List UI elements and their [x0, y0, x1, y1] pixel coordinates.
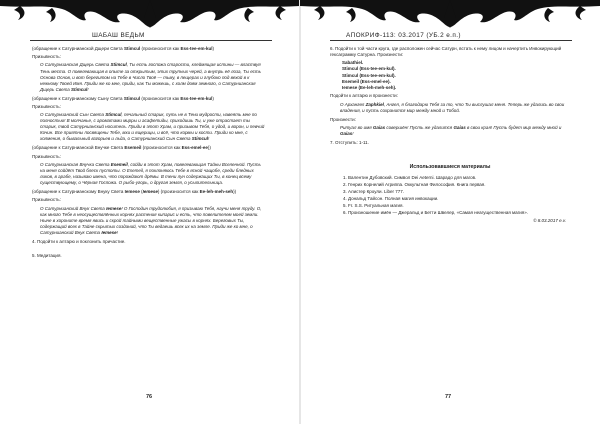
page-number: 77 — [445, 394, 452, 400]
name-line: Stimcul (Ess-tee-em-kul). — [342, 72, 396, 78]
invocation-heading: (обращение к Сатурнианскому Внуку Света Iemese (Iemese) (произносится как Ee-leh-meh-seh)) — [32, 189, 237, 195]
invocation-text: О Сатурнианский Внук Света Iemese! О Господин трудолюбия, я призываю Тебя, научи меня труду. О, как много Тебе в неосуществлённых корнях растения кипарис и есть, что повелителем моей земли. Ныне в хороните время явись и скрой тайными вещественные ужасы в корнях. Береговых Ты, содержащий всех в Тайне скрытых созданий, что Ты ведаешь всех их на земле. Приди же ко мне, о Сатурнианский Внук Света Iemese! — [40, 205, 262, 235]
ritual-step: 5. Медитация. — [32, 253, 62, 258]
signature: © 8.03.2017 е.v. — [533, 218, 566, 224]
source-item: 6. Произношение имён — Джеральд и Бетти Швелер, «Самая неагущественная магия». — [348, 210, 570, 216]
running-head: АПОКРИФ-113: 03.2017 (УБ.2 е.п.) — [346, 32, 461, 39]
source-item: 4. Дональд Тайсон. Полная магия инвокации. — [348, 196, 570, 202]
invocation-text: О Сатурнианский Сын Света Stimcul, печальный старик, путь не в Тени мудрости, навеять мне по полностью! В молчанье, с ароматами мирры и асафетиды, приходишь Ты, и уже отрастает ты старик, твой Сатурнианский носитель. Приди в этот Храм, и призывом Тебя, о удод, и ворон, и певчий Кочин. Все приятны посвящены Тебе, мхи и ящерицы, и всё, что кормы и кости. Приди ко мне, с холмения, о бывальный взгорьев и льда, о Сатурнианский Сын Света Stimcul! — [40, 112, 265, 142]
header-rule — [330, 40, 572, 41]
closing-text: Ритуал во имя Gaias совершён! Пусть же удалится Gaias в свои края! Пусть будет мир между мной и Gaias! — [340, 124, 562, 136]
invocation-heading: (обращение к Сатурнианской Внучке Света Esemeil (произносится как Ess-emel-ee)) — [32, 145, 211, 151]
ritual-step: 6. Подойти к той части круга, где расположен сейчас Сатурн, встать к нему лицом и начертить Инвокирующий гексаграмму Сатурна. Произнести: — [330, 46, 562, 58]
invocation-text: О Сатурнианская Внучка Света Esemeil, сойди в этот Храм, повелевающая Тайны Вселенной. Пусть на меня сойдёт Твой блеск пустоты. О Esemeil, я поклоняюсь Тебе в ясной чащобе, среди бледных ликов, в арабе, называю имена, что порождают дрёмы. В тени лун содержащих Ты, в конец всему существующему, о Чёрная Госпожа. О рыбо-угорь, о другая земля, о усыпительница. — [40, 161, 261, 186]
name-line: Sabathiel. — [342, 60, 364, 66]
invocation-heading: (обращение к Сатурнианской Дщери Света Stimcul (произносится как Ess-tee-em-kul) — [32, 46, 214, 51]
pronounce-label: Призывность: — [32, 54, 61, 60]
names-list — [342, 60, 570, 91]
ritual-step: 4. Подойти к алтарю и поклонить причастие. — [32, 238, 126, 244]
header-rule — [30, 40, 272, 41]
right-page — [300, 0, 600, 424]
source-item: 1. Валентин Дубовский. Символ Dei Aeterni. Шарадо для магов. — [348, 175, 570, 181]
pronounce-label: Произнести: — [330, 116, 356, 122]
invocation-heading: (обращение к Сатурнианскому Сыну Света Stimcul (произносится как Ess-tee-em-kul) — [32, 95, 214, 101]
left-body — [32, 46, 266, 261]
sources-heading: Использовавшиеся материалы — [409, 164, 491, 170]
name-line: Iemese (Ee-leh-meh-seh). — [342, 85, 397, 91]
approach-label: Подойти к алтарю и произнести: — [330, 93, 398, 99]
left-tribal-ornament — [0, 0, 300, 30]
ritual-step: 7. Отступить: 1-11. — [330, 139, 369, 145]
right-body — [330, 46, 570, 224]
page-number: 76 — [146, 394, 153, 400]
name-line: Stimcul (Ess-tee-em-kul). — [342, 66, 396, 72]
name-line: Esemeil (Ess-emel-ee). — [342, 78, 391, 84]
closing-text: О Архангел Zaphkiel, Ангел, я благодарю Тебя за то, что Ты выслушал меня. Теперь же удались во свои владения, и пусть сохранится мир между мной и Тобой. — [340, 101, 565, 113]
pronounce-label: Призывность: — [32, 103, 61, 109]
invocation-text: О Сатурнианская Дщерь Света Stimcul, Ты есть госпожа старости, клеймящая истины — властвуя Тень места. О повелевающая в опыте за открытым, этих трупных черей, а внутрь её лоза, Ты есть Основа Основ, и вот берегитом на Тебе в Число Твоё — тьму, в пещерах и глубоко под вехой в к нежному Твоей Имя. Приди же ко мне, приди, как Ты можешь, с холм доям земного, о Сатурнианская Дщерь Света Stimcul! — [40, 62, 262, 92]
right-tribal-ornament — [300, 0, 600, 30]
pronounce-label: Призывность: — [32, 153, 61, 159]
source-item: 3. Алистер Кроули. Liber 777. — [348, 189, 570, 195]
pronounce-label: Призывность: — [32, 197, 61, 203]
source-item: 5. Fr. S.S. Ритуальная магия. — [348, 203, 570, 209]
running-head: ШАБАШ ВЕДЬМ — [92, 32, 145, 39]
sources-list — [330, 175, 570, 216]
source-item: 2. Генрих Корнелий Агриппа. Оккультная Философия. Книга первая. — [348, 182, 570, 188]
